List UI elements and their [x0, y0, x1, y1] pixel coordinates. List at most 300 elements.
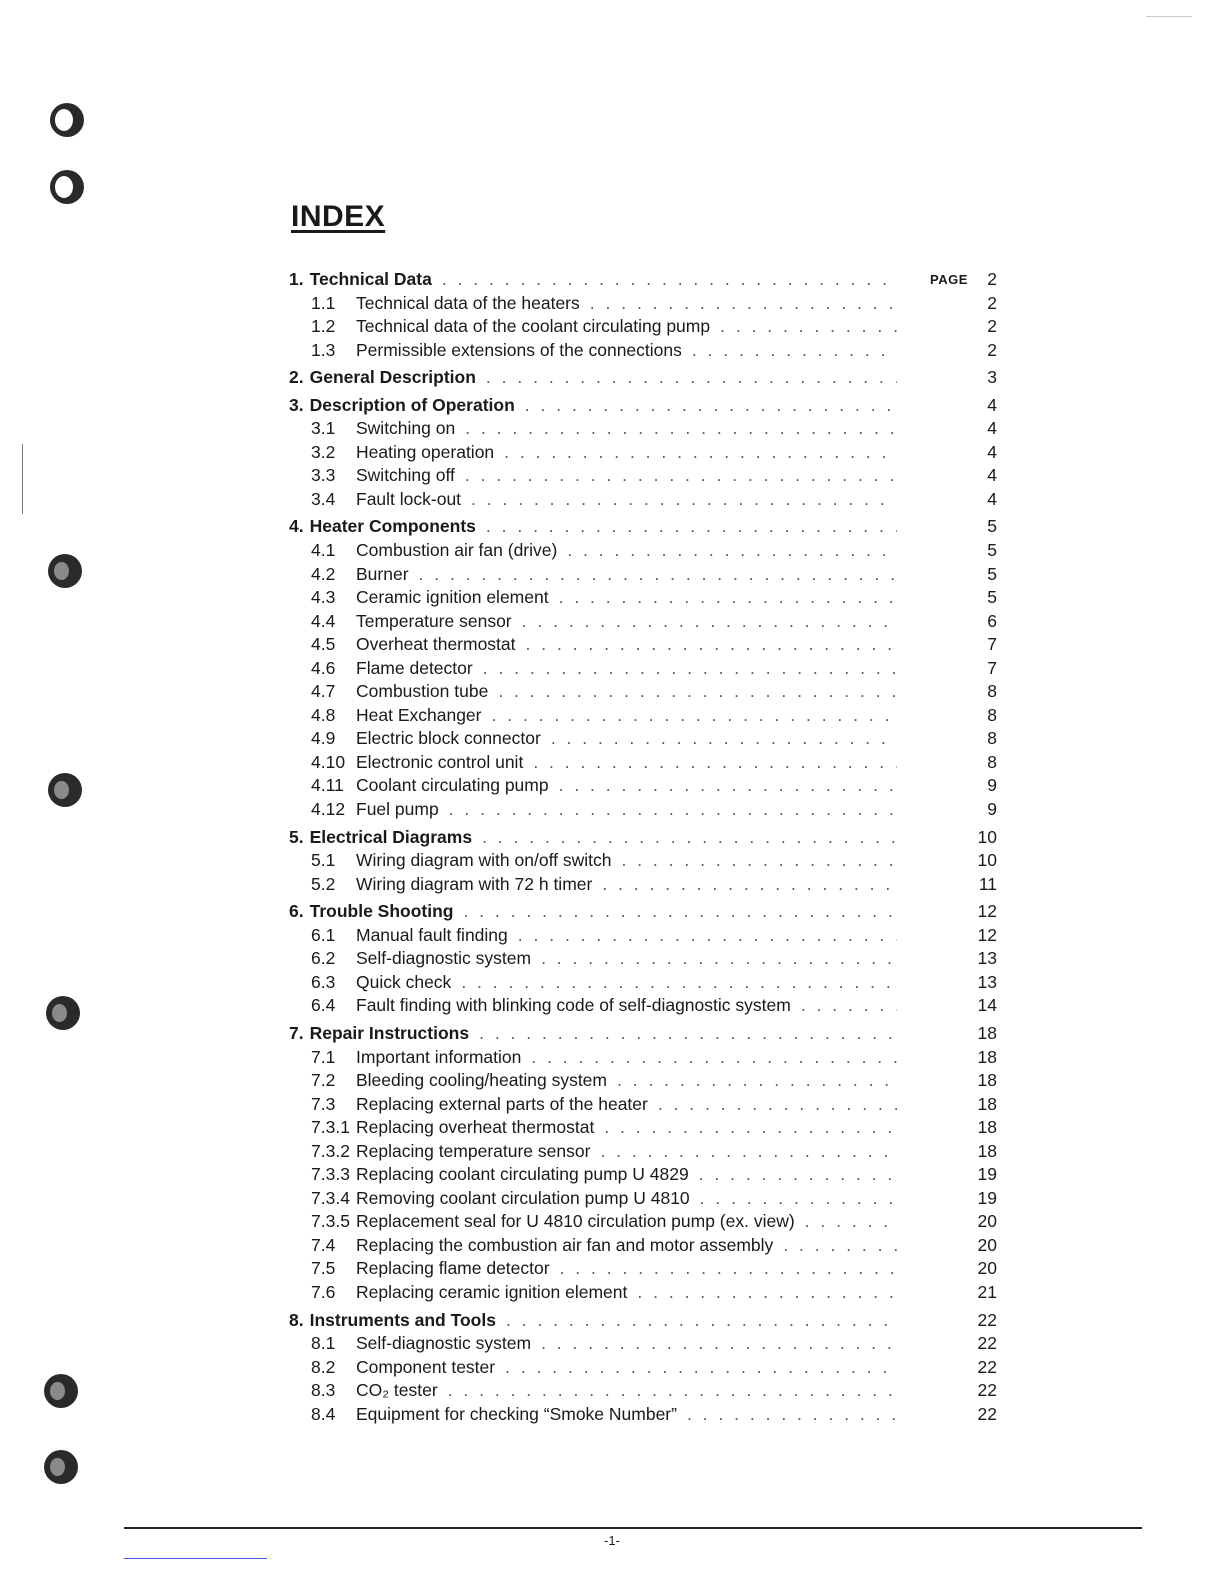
binder-hole [50, 103, 84, 137]
toc-entry-title: Ceramic ignition element [356, 587, 549, 608]
toc-entry-title: Technical Data [309, 269, 432, 289]
toc-entry-page: 14 [977, 995, 997, 1016]
toc-entry-number: 4.9 [311, 728, 336, 749]
toc-entry-number: 5.1 [311, 850, 336, 871]
toc-entry-page: 3 [987, 367, 997, 388]
toc-subsection-entry[interactable] [289, 798, 997, 822]
toc-subsection-entry[interactable] [289, 994, 997, 1018]
toc-entry-title: CO₂ tester [356, 1380, 438, 1401]
toc-dot-leader [492, 704, 898, 728]
toc-entry-title: Combustion tube [356, 681, 489, 702]
toc-entry-number: 7.3.3 [311, 1164, 350, 1185]
toc-entry-page: 18 [977, 1140, 997, 1161]
toc-subsection-entry[interactable] [289, 633, 997, 657]
toc-subsection-entry[interactable] [289, 610, 997, 634]
toc-entry-page: 18 [977, 1046, 997, 1067]
toc-entry-page: 9 [987, 775, 997, 796]
toc-entry-number: 1. [289, 269, 304, 289]
toc-entry-lead [311, 1332, 897, 1356]
toc-entry-number: 8.3 [311, 1380, 336, 1401]
toc-entry-number: 6.2 [311, 948, 336, 969]
toc-entry-page: 10 [977, 826, 997, 847]
page-title: INDEX [291, 200, 386, 233]
toc-entry-lead [311, 798, 897, 822]
toc-entry-lead [289, 1022, 897, 1046]
toc-entry-title: Combustion air fan (drive) [356, 540, 558, 561]
toc-entry-title: Technical data of the heaters [356, 292, 580, 313]
toc-dot-leader [700, 1187, 897, 1211]
toc-dot-leader [465, 417, 897, 441]
toc-subsection-entry[interactable] [289, 704, 997, 728]
toc-entry-title: Technical data of the coolant circulating pump [356, 316, 711, 337]
toc-entry-number: 7.4 [311, 1234, 336, 1255]
toc-entry-number: 4. [289, 516, 304, 537]
toc-entry-title: Heating operation [356, 441, 495, 462]
binder-hole [44, 1450, 78, 1484]
toc-section-entry[interactable] [289, 1309, 997, 1333]
toc-dot-leader [498, 680, 897, 704]
toc-entry-number: 8. [289, 1309, 304, 1330]
toc-subsection-entry[interactable] [289, 1093, 997, 1117]
toc-entry-lead [311, 1187, 897, 1211]
toc-entry-lead [289, 900, 897, 924]
toc-entry-page: 5 [987, 587, 997, 608]
toc-entry-lead [311, 994, 897, 1018]
toc-entry-title: Fuel pump [356, 799, 439, 820]
toc-entry-page: 5 [987, 540, 997, 561]
toc-entry-lead [311, 1356, 897, 1380]
toc-dot-leader [541, 1332, 897, 1356]
toc-entry-title: Replacing ceramic ignition element [356, 1281, 628, 1302]
toc-entry-page: 12 [977, 924, 997, 945]
toc-entry-lead [311, 488, 897, 512]
toc-dot-leader [504, 441, 897, 465]
page-column-label: PAGE [930, 272, 968, 287]
toc-dot-leader [637, 1281, 897, 1305]
toc-entry-number: 5.2 [311, 873, 336, 894]
toc-entry-lead [311, 947, 897, 971]
toc-dot-leader [805, 1210, 897, 1234]
toc-entry-number: 7.1 [311, 1046, 336, 1067]
toc-entry-page: 18 [977, 1093, 997, 1114]
toc-entry-lead [311, 873, 897, 897]
toc-entry-number: 8.1 [311, 1333, 336, 1354]
toc-entry-number: 1.2 [311, 316, 336, 337]
toc-entry-page: 2 [987, 316, 997, 337]
toc-entry-lead [311, 1234, 897, 1258]
toc-entry-page: 4 [987, 441, 997, 462]
toc-entry-lead [311, 924, 897, 948]
toc-entry-title: Fault finding with blinking code of self-diagnostic system [356, 995, 791, 1016]
toc-subsection-entry[interactable] [289, 488, 997, 512]
toc-entry-number: 7.6 [311, 1281, 336, 1302]
toc-entry-number: 8.4 [311, 1403, 336, 1424]
binder-hole [48, 554, 82, 588]
toc-dot-leader [479, 1022, 897, 1046]
toc-entry-title: Important information [356, 1046, 522, 1067]
toc-entry-title: Replacing temperature sensor [356, 1140, 591, 1161]
toc-dot-leader [783, 1234, 897, 1258]
toc-entry-title: Temperature sensor [356, 610, 512, 631]
toc-entry-number: 4.11 [311, 775, 344, 796]
binder-hole [46, 996, 80, 1030]
toc-entry-title: Replacing flame detector [356, 1258, 550, 1279]
toc-dot-leader [602, 873, 897, 897]
toc-entry-number: 3.1 [311, 418, 336, 439]
toc-entry-title: Burner [356, 563, 409, 584]
toc-subsection-entry[interactable] [289, 873, 997, 897]
toc-subsection-entry[interactable] [289, 1210, 997, 1234]
toc-entry-lead [289, 366, 897, 390]
toc-entry-number: 1.3 [311, 339, 336, 360]
toc-entry-number: 4.4 [311, 610, 336, 631]
toc-entry-lead [311, 563, 897, 587]
toc-entry-page: 5 [987, 516, 997, 537]
toc-entry-number: 7.3.5 [311, 1211, 350, 1232]
toc-entry-number: 4.2 [311, 563, 336, 584]
toc-dot-leader [505, 1356, 897, 1380]
toc-subsection-entry[interactable] [289, 563, 997, 587]
toc-entry-title: Removing coolant circulation pump U 4810 [356, 1187, 690, 1208]
scan-top-mark [1146, 16, 1192, 17]
toc-entry-number: 4.10 [311, 751, 346, 772]
toc-entry-title: Coolant circulating pump [356, 775, 549, 796]
toc-entry-title: Instruments and Tools [309, 1309, 496, 1330]
toc-entry-title: Flame detector [356, 657, 473, 678]
binder-hole [50, 170, 84, 204]
toc-entry-number: 5. [289, 826, 304, 847]
toc-dot-leader [463, 900, 897, 924]
toc-entry-lead [311, 464, 897, 488]
toc-entry-lead [311, 1403, 897, 1427]
toc-entry-lead [311, 339, 897, 363]
toc-entry-title: Trouble Shooting [309, 901, 454, 922]
toc-entry-lead [289, 826, 897, 850]
toc-dot-leader [533, 751, 897, 775]
toc-entry-page: 20 [977, 1234, 997, 1255]
toc-entry-lead [311, 1379, 897, 1403]
toc-entry-page: 4 [987, 465, 997, 486]
toc-entry-title: Replacing the combustion air fan and motor assembly [356, 1234, 774, 1255]
toc-entry-lead [311, 1257, 897, 1281]
toc-dot-leader [486, 515, 897, 539]
toc-entry-page: 4 [987, 394, 997, 415]
toc-subsection-entry[interactable] [289, 1234, 997, 1258]
toc-entry-lead [311, 1163, 897, 1187]
toc-dot-leader [448, 1379, 897, 1403]
toc-subsection-entry[interactable] [289, 339, 997, 363]
toc-entry-title: Self-diagnostic system [356, 1333, 532, 1354]
toc-subsection-entry[interactable] [289, 1281, 997, 1305]
toc-entry-page: 7 [987, 634, 997, 655]
toc-entry-title: Overheat thermostat [356, 634, 516, 655]
toc-entry-page: 19 [977, 1164, 997, 1185]
toc-entry-number: 4.8 [311, 704, 336, 725]
toc-entry-lead [289, 394, 897, 418]
toc-dot-leader [465, 464, 897, 488]
toc-entry-page: 4 [987, 418, 997, 439]
toc-entry-number: 1.1 [311, 292, 336, 313]
toc-entry-lead [311, 586, 897, 610]
toc-entry-lead [311, 680, 897, 704]
toc-section-entry[interactable] [289, 366, 997, 390]
toc-subsection-entry[interactable] [289, 774, 997, 798]
toc-entry-page: 22 [977, 1403, 997, 1424]
toc-entry-number: 6.4 [311, 995, 336, 1016]
toc-dot-leader [419, 563, 897, 587]
toc-entry-lead [311, 1093, 897, 1117]
toc-entry-page: 12 [977, 901, 997, 922]
toc-entry-page: 2 [987, 339, 997, 360]
toc-dot-leader [699, 1163, 897, 1187]
toc-subsection-entry[interactable] [289, 464, 997, 488]
toc-dot-leader [531, 1046, 897, 1070]
toc-entry-title: Fault lock-out [356, 488, 462, 509]
toc-subsection-entry[interactable] [289, 657, 997, 681]
toc-entry-lead [311, 292, 897, 316]
toc-entry-page: 10 [977, 850, 997, 871]
toc-entry-page: 20 [977, 1211, 997, 1232]
toc-entry-title: Component tester [356, 1356, 496, 1377]
toc-entry-lead [289, 515, 897, 539]
toc-entry-number: 7.5 [311, 1258, 336, 1279]
toc-entry-number: 7. [289, 1022, 304, 1043]
toc-subsection-entry[interactable] [289, 539, 997, 563]
toc-dot-leader [471, 488, 897, 512]
toc-entry-title: General Description [309, 367, 476, 388]
toc-entry-page: 9 [987, 799, 997, 820]
toc-dot-leader [449, 798, 897, 822]
toc-entry-number: 4.7 [311, 681, 336, 702]
toc-entry-title: Heater Components [309, 516, 476, 537]
toc-entry-page: 8 [987, 728, 997, 749]
toc-entry-lead [289, 268, 897, 292]
toc-subsection-entry[interactable] [289, 1379, 997, 1403]
toc-subsection-entry[interactable] [289, 727, 997, 751]
toc-entry-lead [311, 751, 897, 775]
toc-entry-number: 3. [289, 394, 304, 415]
toc-dot-leader [600, 1140, 897, 1164]
toc-subsection-entry[interactable] [289, 1257, 997, 1281]
toc-entry-number: 6.1 [311, 924, 336, 945]
toc-section-entry[interactable] [289, 900, 997, 924]
toc-entry-page: 22 [977, 1309, 997, 1330]
toc-entry-title: Replacement seal for U 4810 circulation pump (ex. view) [356, 1211, 795, 1232]
toc-dot-leader [559, 586, 897, 610]
toc-entry-title: Equipment for checking “Smoke Number” [356, 1403, 677, 1424]
binder-hole [48, 773, 82, 807]
toc-entry-lead [311, 657, 897, 681]
toc-entry-page: 20 [977, 1258, 997, 1279]
toc-entry-title: Replacing external parts of the heater [356, 1093, 648, 1114]
toc-section-entry[interactable] [289, 515, 997, 539]
toc-entry-lead [311, 1281, 897, 1305]
toc-entry-title: Replacing overheat thermostat [356, 1117, 595, 1138]
toc-entry-number: 4.3 [311, 587, 336, 608]
toc-subsection-entry[interactable] [289, 1069, 997, 1093]
toc-dot-leader [541, 947, 897, 971]
toc-dot-leader [482, 826, 897, 850]
toc-entry-number: 4.6 [311, 657, 336, 678]
toc-dot-leader [559, 774, 897, 798]
toc-entry-page: 19 [977, 1187, 997, 1208]
toc-entry-lead [311, 1210, 897, 1234]
toc-entry-title: Electronic control unit [356, 751, 524, 772]
toc-entry-title: Switching on [356, 418, 456, 439]
toc-entry-page: 22 [977, 1356, 997, 1377]
toc-dot-leader [692, 339, 897, 363]
toc-entry-title: Wiring diagram with 72 h timer [356, 873, 593, 894]
toc-entry-lead [311, 1069, 897, 1093]
toc-subsection-entry[interactable] [289, 292, 997, 316]
toc-entry-lead [311, 417, 897, 441]
toc-subsection-entry[interactable] [289, 1187, 997, 1211]
toc-subsection-entry[interactable] [289, 1403, 997, 1427]
toc-subsection-entry[interactable] [289, 849, 997, 873]
toc-entry-title: Electrical Diagrams [309, 826, 473, 847]
toc-dot-leader [522, 610, 897, 634]
table-of-contents [289, 264, 997, 1426]
toc-entry-number: 2. [289, 367, 304, 388]
toc-entry-lead [311, 971, 897, 995]
toc-entry-title: Repair Instructions [309, 1022, 470, 1043]
toc-entry-lead [311, 774, 897, 798]
toc-dot-leader [526, 633, 897, 657]
toc-dot-leader [687, 1403, 897, 1427]
binder-hole [44, 1374, 78, 1408]
scan-edge-mark [22, 444, 23, 514]
toc-entry-number: 7.3.1 [311, 1117, 350, 1138]
toc-dot-leader [658, 1093, 897, 1117]
toc-entry-number: 3.2 [311, 441, 336, 462]
toc-entry-number: 7.2 [311, 1070, 336, 1091]
toc-entry-number: 7.3.4 [311, 1187, 350, 1208]
toc-subsection-entry[interactable] [289, 751, 997, 775]
toc-entry-number: 3.3 [311, 465, 336, 486]
toc-entry-number: 4.1 [311, 540, 336, 561]
toc-entry-title: Switching off [356, 465, 455, 486]
toc-subsection-entry[interactable] [289, 971, 997, 995]
toc-entry-page: 8 [987, 681, 997, 702]
toc-entry-lead [311, 610, 897, 634]
toc-entry-title: Electric block connector [356, 728, 541, 749]
toc-entry-lead [311, 704, 897, 728]
toc-dot-leader [617, 1069, 897, 1093]
toc-entry-title: Wiring diagram with on/off switch [356, 850, 612, 871]
toc-entry-title: Manual fault finding [356, 924, 508, 945]
toc-entry-page: 2 [987, 292, 997, 313]
toc-subsection-entry[interactable] [289, 680, 997, 704]
toc-entry-title: Replacing coolant circulating pump U 4829 [356, 1164, 689, 1185]
toc-dot-leader [486, 366, 897, 390]
toc-entry-page: 13 [977, 948, 997, 969]
toc-dot-leader [525, 394, 897, 418]
toc-subsection-entry[interactable] [289, 586, 997, 610]
footer-underline [124, 1558, 267, 1559]
toc-dot-leader [590, 292, 897, 316]
toc-subsection-entry[interactable] [289, 924, 997, 948]
toc-entry-lead [289, 1309, 897, 1333]
toc-entry-page: 8 [987, 704, 997, 725]
toc-entry-page: 2 [987, 269, 997, 289]
toc-entry-number: 4.12 [311, 799, 346, 820]
toc-entry-lead [311, 1116, 897, 1140]
toc-entry-page: 11 [978, 873, 997, 894]
toc-entry-page: 6 [987, 610, 997, 631]
toc-dot-leader [720, 315, 897, 339]
toc-dot-leader [442, 268, 897, 292]
toc-entry-page: 22 [977, 1380, 997, 1401]
toc-entry-page: 18 [977, 1070, 997, 1091]
toc-subsection-entry[interactable] [289, 1163, 997, 1187]
toc-dot-leader [461, 971, 897, 995]
toc-dot-leader [801, 994, 897, 1018]
toc-entry-lead [311, 1140, 897, 1164]
toc-entry-number: 7.3.2 [311, 1140, 350, 1161]
toc-entry-page: 22 [977, 1333, 997, 1354]
toc-subsection-entry[interactable] [289, 1356, 997, 1380]
toc-entry-page: 21 [977, 1281, 997, 1302]
toc-section-entry[interactable] [289, 268, 997, 292]
toc-subsection-entry[interactable] [289, 1332, 997, 1356]
toc-entry-lead [311, 849, 897, 873]
toc-dot-leader [483, 657, 897, 681]
toc-entry-page: 7 [987, 657, 997, 678]
toc-entry-lead [311, 441, 897, 465]
toc-entry-title: Permissible extensions of the connections [356, 339, 682, 360]
toc-entry-number: 6. [289, 901, 304, 922]
toc-entry-title: Self-diagnostic system [356, 948, 532, 969]
toc-dot-leader [604, 1116, 897, 1140]
toc-entry-page: 8 [987, 751, 997, 772]
toc-entry-number: 8.2 [311, 1356, 336, 1377]
toc-subsection-entry[interactable] [289, 417, 997, 441]
toc-dot-leader [567, 539, 897, 563]
toc-section-entry[interactable] [289, 826, 997, 850]
toc-entry-lead [311, 315, 897, 339]
footer-page-number: -1- [604, 1533, 620, 1548]
toc-subsection-entry[interactable] [289, 1116, 997, 1140]
toc-entry-title: Heat Exchanger [356, 704, 482, 725]
toc-dot-leader [551, 727, 897, 751]
toc-subsection-entry[interactable] [289, 947, 997, 971]
toc-entry-lead [311, 633, 897, 657]
toc-entry-page: 4 [987, 488, 997, 509]
footer-divider [124, 1527, 1142, 1529]
toc-entry-title: Description of Operation [309, 394, 515, 415]
toc-subsection-entry[interactable] [289, 1140, 997, 1164]
toc-entry-number: 7.3 [311, 1093, 336, 1114]
toc-entry-number: 3.4 [311, 488, 336, 509]
toc-entry-title: Quick check [356, 971, 452, 992]
toc-dot-leader [560, 1257, 897, 1281]
toc-dot-leader [621, 849, 897, 873]
toc-section-entry[interactable] [289, 1022, 997, 1046]
toc-entry-page: 18 [977, 1117, 997, 1138]
toc-subsection-entry[interactable] [289, 1046, 997, 1070]
toc-dot-leader [506, 1309, 897, 1333]
toc-subsection-entry[interactable] [289, 441, 997, 465]
toc-entry-lead [311, 539, 897, 563]
toc-subsection-entry[interactable] [289, 315, 997, 339]
toc-entry-number: 4.5 [311, 634, 336, 655]
toc-entry-title: Bleeding cooling/heating system [356, 1070, 607, 1091]
toc-dot-leader [518, 924, 897, 948]
toc-entry-lead [311, 1046, 897, 1070]
toc-entry-page: 13 [977, 971, 997, 992]
toc-entry-page: 5 [987, 563, 997, 584]
toc-section-entry[interactable] [289, 394, 997, 418]
